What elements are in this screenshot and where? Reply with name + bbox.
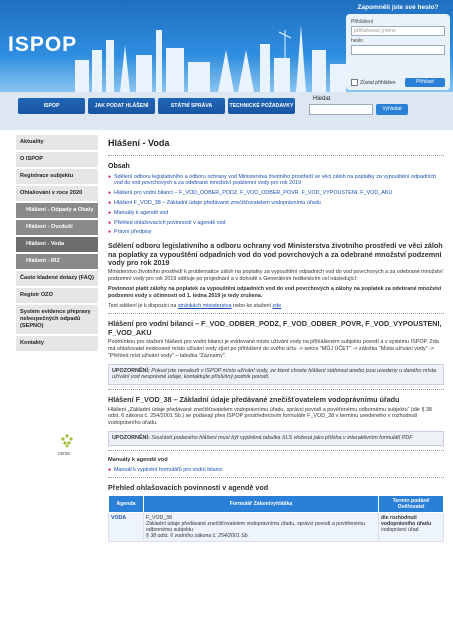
form-name[interactable]: F_VOD_38: [146, 514, 172, 521]
download-text-mid: nebo ke stažení: [232, 302, 272, 309]
sidebar-item-registrace[interactable]: Registrace subjektu: [16, 169, 98, 186]
sidebar-item-aktuality[interactable]: Aktuality: [16, 135, 98, 152]
table-header: Termín podání/ Ověřovatel: [379, 495, 444, 512]
tab-statni-sprava[interactable]: STÁTNÍ SPRÁVA: [158, 98, 225, 114]
forgot-password-link[interactable]: Zapomněli jste své heslo?: [357, 4, 439, 11]
term-text: dle rozhodnutí vodoprávního úřadu: [381, 514, 432, 527]
toc-heading: Obsah: [108, 162, 130, 170]
toc-item[interactable]: [108, 229, 444, 236]
warning-box: [108, 431, 444, 446]
warning-text: Součástí podaného hlášení musí být vyplněná tabulka XLS vložená jako příloha v interaktivním formuláři PDF: [151, 434, 413, 441]
download-link[interactable]: zde: [272, 302, 282, 309]
search-label: Hledat: [313, 96, 331, 102]
warning-text: Pokud jste nenalezli v ISPOP místo užívání vody, ze které chcete hlášení stáhnout anebo jsou uvedeny u daného místa užívání vod nesprávné údaje, kontaktujte příslušný podnik povodí.: [112, 367, 437, 381]
toc-link[interactable]: Hlášení F_VOD_38 – Základní údaje předávané znečišťovatelem vodoprávnímu úřadu: [114, 199, 321, 206]
table-cell-form: [144, 512, 379, 541]
toc-link[interactable]: Hlášení pro vodní bilanci – F_VOD_ODBER_PODZ, F_VOD_ODBER_POVR, F_VOD_VYPOUSTENI, F_VOD_AKU: [114, 190, 393, 197]
manual-link[interactable]: Manuál k vyplnění formulářů pro vodní bilanci: [114, 466, 223, 473]
obligations-table: [108, 495, 444, 542]
sidebar-item-irz[interactable]: Hlášení - IRZ: [16, 254, 98, 271]
section-title-sdeleni: Sdělení odboru legislativního a odboru ochrany vod Ministerstva životního prostředí ve věci záloh na poplatky za vypouštění odpadních vod do vod povrchových a za odebrané množství podzemní vody pro rok 2019: [108, 241, 443, 267]
divider: [108, 155, 444, 156]
sidebar-item-kontakty[interactable]: Kontakty: [16, 336, 98, 353]
form-desc: Základní údaje předávané znečišťovatelem vodoprávnímu úřadu, správci povodí a pověřenému odbornému subjektu: [146, 520, 366, 533]
bullet-icon: ●: [108, 199, 112, 206]
sidebar: [16, 135, 98, 353]
download-text-pre: Text sdělení je k dispozici na: [108, 302, 177, 309]
sidebar-item-odpady[interactable]: Hlášení - Odpady a Obaly: [16, 203, 98, 220]
username-label: Přihlášení: [351, 19, 374, 25]
nav-tabs: [18, 98, 295, 114]
toc-item[interactable]: [108, 174, 444, 188]
section-text: Podmínkou pro stažení hlášení pro vodní bilanci je evidované místo užívání vody na přihlášeném subjektu povodí a v systému ISPOP. Zda má ohlašovatel evidované místo užívání vody zjistí po přihlášení do svého účtu -> sekce "MŮJ ÚČET" -> záložka "Místa užívání vody" -> "Přehled míst užívání vody" – tabulka "Záznamy".: [108, 339, 439, 359]
password-input[interactable]: [351, 45, 445, 55]
divider: [108, 477, 444, 478]
cenia-text: cenia: [58, 451, 70, 457]
form-law: § 38 odst. 6 vodního zákona č. 254/2001 Sb.: [146, 532, 249, 539]
section-text: Ministerstvo životního prostředí k problematice záloh na poplatky za vypouštění odpadních vod do vod povrchových a za odebrané množství podzemní vody pro rok 2019 sděluje po projednání a v dohodě s Generálním ředitelstvím cel následující:: [108, 269, 443, 283]
search-button[interactable]: Vyhledat: [376, 104, 408, 115]
divider: [108, 450, 444, 451]
table-cell-term: [379, 512, 444, 541]
manual-item[interactable]: [108, 467, 444, 474]
section-title-manualy: Manuály k agendě vod: [108, 456, 168, 463]
section-text: Hlášení „Základní údaje předávané znečišťovatelem vodoprávnímu úřadu, správci povodí a pověřenému odbornému subjektu“ (dle § 38 odst. 6 zákona č. 254/2001 Sb.) se podávají přes ISPOP prostřednictvím formuláře F_VOD_38 v termínu uvedeného v rozhodnutí vodoprávního úřadu.: [108, 406, 432, 427]
cenia-dots-icon: [58, 433, 76, 449]
search-input[interactable]: [309, 104, 373, 115]
username-input[interactable]: přihlašovací jméno: [351, 26, 445, 36]
cenia-logo[interactable]: [58, 433, 76, 457]
bullet-icon: ●: [108, 229, 112, 236]
table-row: [109, 512, 444, 541]
login-box: [346, 14, 450, 90]
toc-item[interactable]: [108, 200, 444, 207]
bullet-icon: ●: [108, 173, 112, 180]
section-title-bilance: Hlášení pro vodní bilanci – F_VOD_ODBER_PODZ, F_VOD_ODBER_POVR, F_VOD_VYPOUSTENI, F_VOD_AKU: [108, 319, 442, 337]
toc-link[interactable]: Manuály k agendě vod: [114, 209, 169, 216]
toc-link[interactable]: Právní předpisy: [114, 229, 152, 236]
verifier-text: vodoprávní úřad: [381, 526, 419, 533]
toc-link[interactable]: Sdělení odboru legislativního a odboru ochrany vod Ministerstva životního prostředí ve věci záloh na poplatky za vypouštění odpadních vod do vod povrchových a za odebrané množství podzemní vody pro rok 2019: [114, 173, 437, 187]
nav-bar: [0, 92, 453, 130]
remember-label: Zůstat přihlášen: [360, 79, 396, 86]
warning-box: [108, 364, 444, 386]
sidebar-item-ohlasovani[interactable]: Ohlašování v roce 2020: [16, 186, 98, 203]
toc-item[interactable]: [108, 210, 444, 217]
warning-label: UPOZORNĚNÍ:: [112, 434, 150, 441]
table-header: Agenda: [109, 495, 144, 512]
bullet-icon: ●: [108, 219, 112, 226]
remember-checkbox[interactable]: [351, 79, 358, 86]
login-panel: [346, 4, 450, 90]
download-text: [108, 303, 444, 310]
login-button[interactable]: Přihlásit: [405, 78, 445, 87]
table-cell-agenda: VODA: [109, 512, 144, 541]
divider: [108, 389, 444, 390]
sidebar-item-ovzdusi[interactable]: Hlášení - Ovzduší: [16, 220, 98, 237]
skyline-illustration: [70, 20, 350, 92]
section-title-prehled: Přehled ohlašovacích povinností v agendě vod: [108, 483, 269, 493]
bullet-icon: ●: [108, 190, 112, 197]
bullet-icon: ●: [108, 209, 112, 216]
page-title: Hlášení - Voda: [108, 138, 170, 148]
sidebar-item-faq[interactable]: Často kladené dotazy (FAQ): [16, 271, 98, 288]
main-content: [108, 140, 444, 542]
section-title-f-vod-38: Hlášení F_VOD_38 – Základní údaje předávané znečišťovatelem vodoprávnímu úřadu: [108, 395, 400, 405]
warning-label: UPOZORNĚNÍ:: [112, 367, 150, 374]
sidebar-item-registr-ozo[interactable]: Registr OZO: [16, 288, 98, 305]
toc-item[interactable]: [108, 220, 444, 227]
sidebar-item-voda[interactable]: Hlášení - Voda: [16, 237, 98, 254]
sidebar-item-sepno[interactable]: Systém evidence přepravy nebezpečných odpadů (SEPNO): [16, 305, 98, 336]
ispop-logo[interactable]: ISPOP: [8, 33, 78, 56]
tab-ispop[interactable]: ISPOP: [18, 98, 85, 114]
tab-technicke-pozadavky[interactable]: TECHNICKÉ POŽADAVKY: [228, 98, 295, 114]
password-label: heslo: [351, 38, 363, 44]
sidebar-item-o-ispop[interactable]: O ISPOP: [16, 152, 98, 169]
header-banner: [0, 0, 453, 92]
ministry-link[interactable]: stránkách ministerstva: [177, 302, 232, 309]
remember-me[interactable]: [351, 79, 396, 86]
toc-link[interactable]: Přehled ohlašovacích povinností v agendě vod: [114, 219, 226, 226]
tab-jak-podat-hlaseni[interactable]: JAK PODAT HLÁŠENÍ: [88, 98, 155, 114]
table-header: Formulář Zákon/vyhláška: [144, 495, 379, 512]
divider: [108, 313, 444, 314]
bullet-icon: ●: [108, 466, 112, 473]
toc-item[interactable]: [108, 190, 444, 197]
section-text-bold: Povinnost platit zálohy na poplatek za vypouštění odpadních vod do vod povrchových a zálohy na poplatek za odebrané množství podzemní vody s účinností od 1. ledna 2019 je tedy zrušena.: [108, 285, 442, 299]
